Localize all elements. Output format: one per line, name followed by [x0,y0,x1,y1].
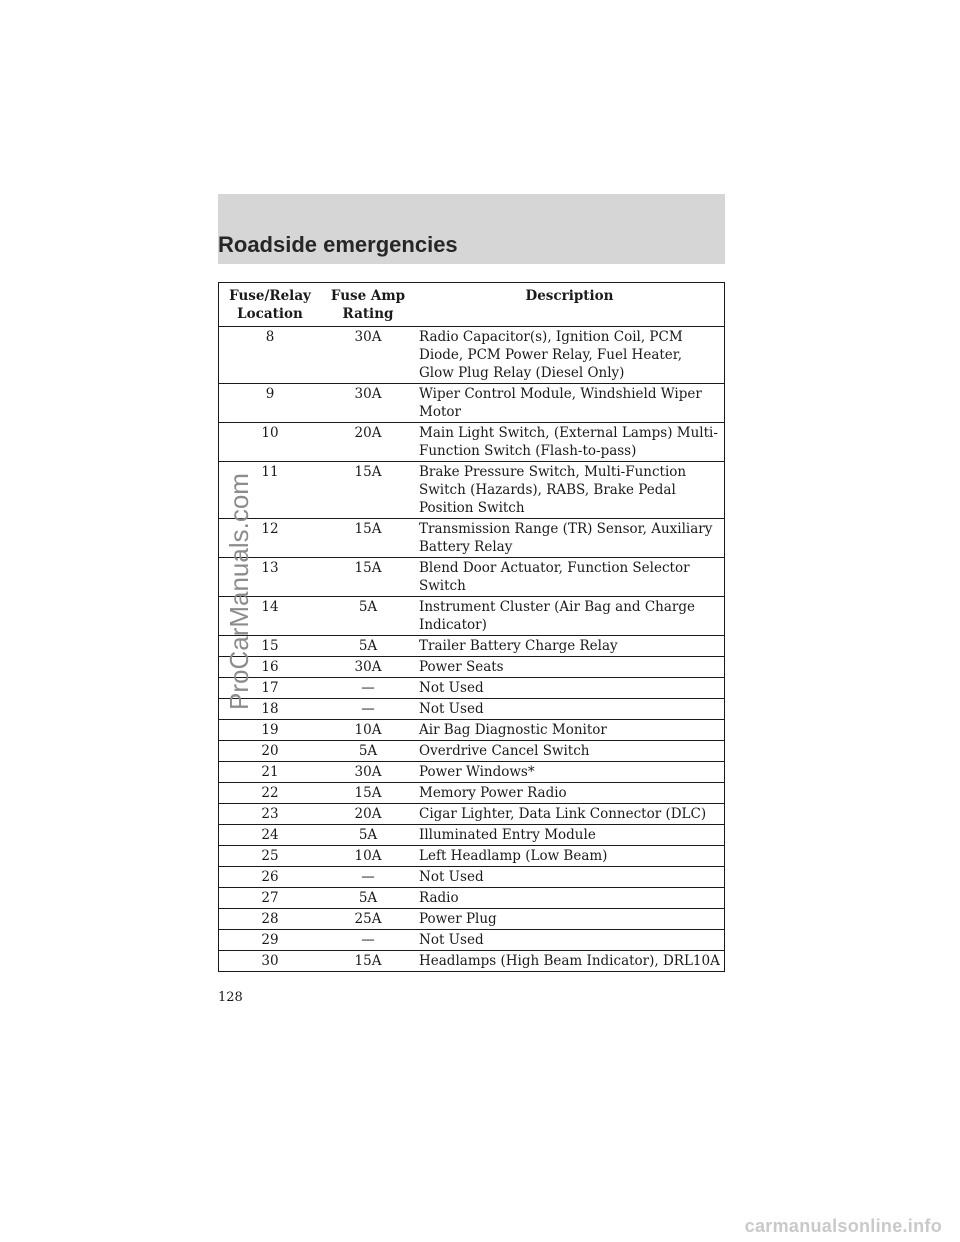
fuse-description: Not Used [415,930,725,951]
table-row [219,519,725,558]
fuse-description: Not Used [415,699,725,720]
bottom-watermark: carmanualsonline.info [744,1216,942,1236]
fuse-description: Instrument Cluster (Air Bag and Charge Indicator) [415,597,725,636]
header-rating: Fuse Amp Rating [321,283,415,327]
fuse-description: Power Seats [415,657,725,678]
fuse-rating: 30A [321,384,415,423]
table-row [219,951,725,972]
fuse-location: 15 [219,636,322,657]
fuse-rating: 30A [321,327,415,384]
table-row [219,783,725,804]
fuse-table [218,282,725,972]
table-row [219,762,725,783]
fuse-location: 13 [219,558,322,597]
table-header-row [219,283,725,327]
fuse-location: 18 [219,699,322,720]
fuse-location: 20 [219,741,322,762]
fuse-location: 12 [219,519,322,558]
table-row [219,327,725,384]
fuse-description: Memory Power Radio [415,783,725,804]
side-watermark: ProCarManuals.com [224,473,254,710]
table-row [219,930,725,951]
fuse-rating: 15A [321,462,415,519]
table-row [219,678,725,699]
header-location: Fuse/Relay Location [219,283,322,327]
fuse-rating: 5A [321,741,415,762]
fuse-description: Not Used [415,867,725,888]
fuse-description: Radio Capacitor(s), Ignition Coil, PCM Diode, PCM Power Relay, Fuel Heater, Glow Plug Relay (Diesel Only) [415,327,725,384]
fuse-location: 17 [219,678,322,699]
fuse-location: 27 [219,888,322,909]
fuse-table-body [219,327,725,972]
fuse-location: 29 [219,930,322,951]
table-row [219,636,725,657]
section-title: Roadside emergencies [218,232,458,257]
fuse-location: 19 [219,720,322,741]
fuse-location: 25 [219,846,322,867]
table-row [219,825,725,846]
table-row [219,597,725,636]
fuse-location: 28 [219,909,322,930]
fuse-rating: 20A [321,423,415,462]
table-row [219,462,725,519]
fuse-rating: 5A [321,636,415,657]
fuse-location: 23 [219,804,322,825]
table-row [219,909,725,930]
fuse-description: Trailer Battery Charge Relay [415,636,725,657]
fuse-location: 9 [219,384,322,423]
fuse-location: 30 [219,951,322,972]
fuse-rating: 10A [321,720,415,741]
fuse-description: Illuminated Entry Module [415,825,725,846]
fuse-description: Cigar Lighter, Data Link Connector (DLC) [415,804,725,825]
fuse-location: 11 [219,462,322,519]
fuse-description: Blend Door Actuator, Function Selector Switch [415,558,725,597]
table-row [219,699,725,720]
fuse-rating: 30A [321,657,415,678]
table-row [219,384,725,423]
fuse-location: 21 [219,762,322,783]
table-row [219,741,725,762]
fuse-description: Overdrive Cancel Switch [415,741,725,762]
fuse-rating: 20A [321,804,415,825]
fuse-description: Transmission Range (TR) Sensor, Auxiliary Battery Relay [415,519,725,558]
fuse-location: 8 [219,327,322,384]
fuse-location: 26 [219,867,322,888]
fuse-location: 16 [219,657,322,678]
fuse-rating: — [321,678,415,699]
fuse-rating: — [321,930,415,951]
fuse-rating: 5A [321,888,415,909]
table-row [219,720,725,741]
table-row [219,804,725,825]
fuse-rating: 10A [321,846,415,867]
fuse-description: Left Headlamp (Low Beam) [415,846,725,867]
fuse-location: 14 [219,597,322,636]
table-row [219,888,725,909]
fuse-location: 10 [219,423,322,462]
fuse-rating: 5A [321,825,415,846]
table-row [219,423,725,462]
header-description: Description [415,283,725,327]
fuse-rating: 5A [321,597,415,636]
fuse-location: 22 [219,783,322,804]
fuse-description: Not Used [415,678,725,699]
fuse-description: Air Bag Diagnostic Monitor [415,720,725,741]
fuse-rating: 30A [321,762,415,783]
fuse-description: Radio [415,888,725,909]
fuse-location: 24 [219,825,322,846]
fuse-description: Wiper Control Module, Windshield Wiper Motor [415,384,725,423]
fuse-rating: 15A [321,951,415,972]
fuse-description: Main Light Switch, (External Lamps) Multi-Function Switch (Flash-to-pass) [415,423,725,462]
fuse-rating: 25A [321,909,415,930]
table-row [219,558,725,597]
fuse-description: Power Windows* [415,762,725,783]
fuse-rating: — [321,699,415,720]
page-number: 128 [218,990,243,1005]
fuse-rating: — [321,867,415,888]
fuse-rating: 15A [321,519,415,558]
table-row [219,867,725,888]
fuse-description: Power Plug [415,909,725,930]
fuse-rating: 15A [321,558,415,597]
table-row [219,846,725,867]
fuse-description: Headlamps (High Beam Indicator), DRL10A [415,951,725,972]
fuse-rating: 15A [321,783,415,804]
table-row [219,657,725,678]
fuse-description: Brake Pressure Switch, Multi-Function Switch (Hazards), RABS, Brake Pedal Position Switch [415,462,725,519]
